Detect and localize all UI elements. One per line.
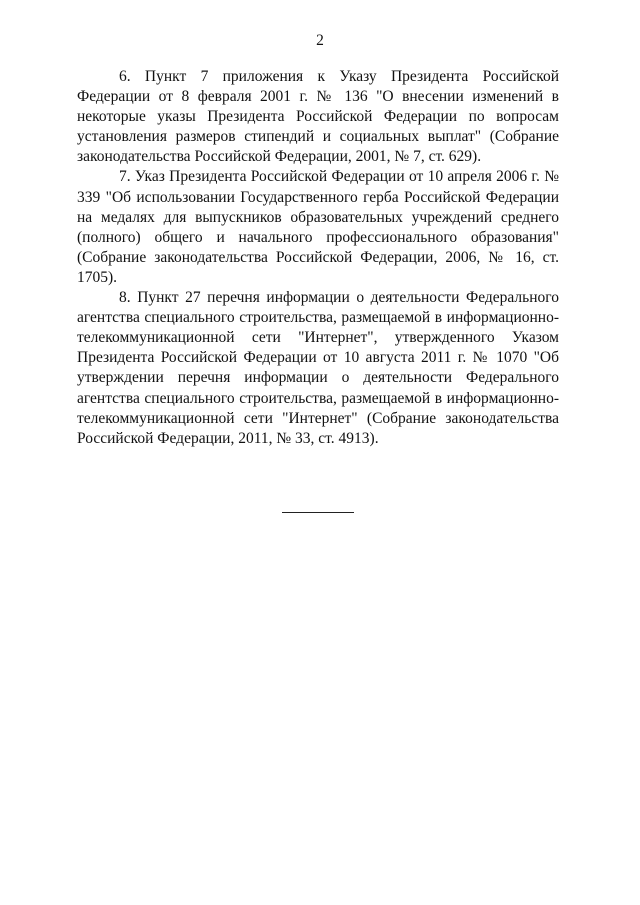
paragraph-item-8: 8. Пункт 27 перечня информации о деятельности Федерального агентства специального строительства, размещаемой в информационно-телекоммуникационной сети "Интернет", утвержденного Указом Президента Российской Федерации от 10 августа 2011 г. № 1070 "Об утверждении перечня информации о деятельности Федерального агентства специального строительства, размещаемой в информационно-телекоммуникационной сети "Интернет" (Собрание законодательства Российской Федерации, 2011, № 33, ст. 4913).: [77, 289, 559, 447]
paragraph-item-6: 6. Пункт 7 приложения к Указу Президента Российской Федерации от 8 февраля 2001 г. № 136 "О внесении изменений в некоторые указы Президента Российской Федерации по вопросам установления размеров стипендий и социальных выплат" (Собрание законодательства Российской Федерации, 2001, № 7, ст. 629).: [77, 68, 559, 166]
paragraph-item-7: 7. Указ Президента Российской Федерации от 10 апреля 2006 г. № 339 "Об использовании Государственного герба Российской Федерации на медалях для выпускников образовательных учреждений среднего (полного) общего и начального профессионального образования" (Собрание законодательства Российской Федерации, 2006, № 16, ст. 1705).: [77, 168, 559, 286]
end-divider-line: [282, 512, 354, 513]
page-number: 2: [316, 32, 324, 49]
document-body: [77, 67, 559, 449]
